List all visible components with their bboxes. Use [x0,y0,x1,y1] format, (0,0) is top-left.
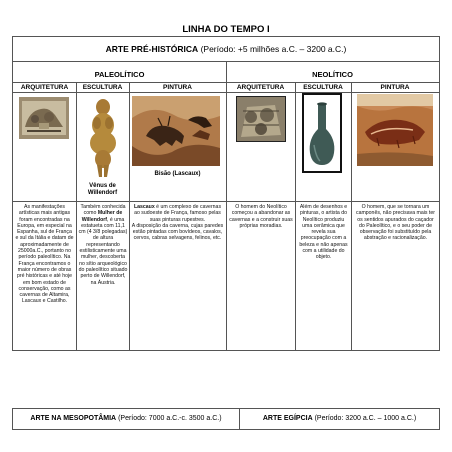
column-divider [76,82,77,350]
lascaux-painting-image [132,96,220,166]
prehistoric-header [13,37,439,62]
row-divider [13,201,439,202]
paleo-sculpture-header: ESCULTURA [82,84,123,91]
mesopotamia-period: (Período: 7000 a.C.-c. 3500 a.C.) [118,415,222,422]
paleo-architecture-image [19,97,69,139]
neo-painting-text: O homem, que se tornara um camponês, não precisava mais ter os sentidos apurados do caçador do Paleolítico, e o seu poder de observação foi substituído pela abstração e racionalização. [355,204,435,242]
prehistoric-table [12,36,440,351]
sculpture-text-post: , é uma estatueta com 11,1 cm (4 3/8 polegadas) de altura representando estilisticamente uma mulher, descoberta no sítio arqueológico do paleolítico situado perto de Willendorf, na Áustria. [78,216,128,286]
paleo-painting-text [131,204,224,242]
historic-periods-row [12,408,440,430]
painting-text-1: é um complexo de cavernas ao sudoeste de França, famoso pelas suas pinturas rupestres. [134,204,222,223]
neolithic-label: NEOLÍTICO [312,70,353,79]
paleo-painting-header: PINTURA [163,84,192,91]
venus-willendorf-image [85,97,121,181]
egypt-label: ARTE EGÍPCIA [262,415,313,422]
neo-architecture-header: ARQUITETURA [236,84,285,91]
neo-painting-image [357,94,433,166]
paleo-architecture-header: ARQUITETURA [20,84,69,91]
neo-architecture-text: O homem do Neolítico começou a abandonar as cavernas e a construir suas próprias moradias. [229,204,293,229]
paleo-architecture-text: As manifestações artísticas mais antigas foram encontradas na Europa, em especial na Espanha, sul de França e sul da Itália e datam de aproximadamente de 25000a.C., portanto no período paleolítico. Na França encontramos o maior número de obras pré históricas e até hoje em bom estado de conservação, como as cavernas de Altamira, Lascaux e Castilho. [15,204,74,305]
era-divider [226,62,227,350]
sculpture-text-bold: Mulher de Willendorf [81,210,123,223]
prehistoric-period: (Período: +5 milhões a.C. – 3200 a.C.) [200,44,347,54]
page-title: LINHA DO TEMPO I [182,24,270,35]
lascaux-caption: Bisão (Lascaux) [154,171,201,177]
painting-text-bold: Lascaux [133,204,155,210]
mesopotamia-cell [13,409,239,429]
egypt-period: (Período: 3200 a.C. – 1000 a.C.) [314,415,417,422]
neolithic-vase-image [302,93,342,173]
neo-painting-header: PINTURA [380,84,410,91]
neo-architecture-image [236,96,286,142]
sculpture-text-pre: Também conhecida como [80,204,126,217]
venus-caption: Vênus de Willendorf [87,183,118,196]
neo-sculpture-header: ESCULTURA [303,84,343,91]
prehistoric-label: ARTE PRÉ-HISTÓRICA [105,44,199,54]
column-divider [295,82,296,350]
egypt-cell [240,409,439,429]
mesopotamia-label: ARTE NA MESOPOTÂMIA [30,415,117,422]
column-divider [351,82,352,350]
paleo-sculpture-text [78,204,128,286]
painting-text-2: A disposição da caverna, cujas paredes estão pintadas com bovídeos, cavalos, cervos, cabras selvagens, felinos, etc. [131,222,224,242]
column-divider [129,82,130,350]
neo-sculpture-text: Além de desenhos e pinturas, o artista do Neolítico produziu uma cerâmica que revela sua preocupação com a beleza e não apenas com a utilidade do objeto. [299,204,348,261]
paleolithic-label: PALEOLÍTICO [94,70,145,79]
